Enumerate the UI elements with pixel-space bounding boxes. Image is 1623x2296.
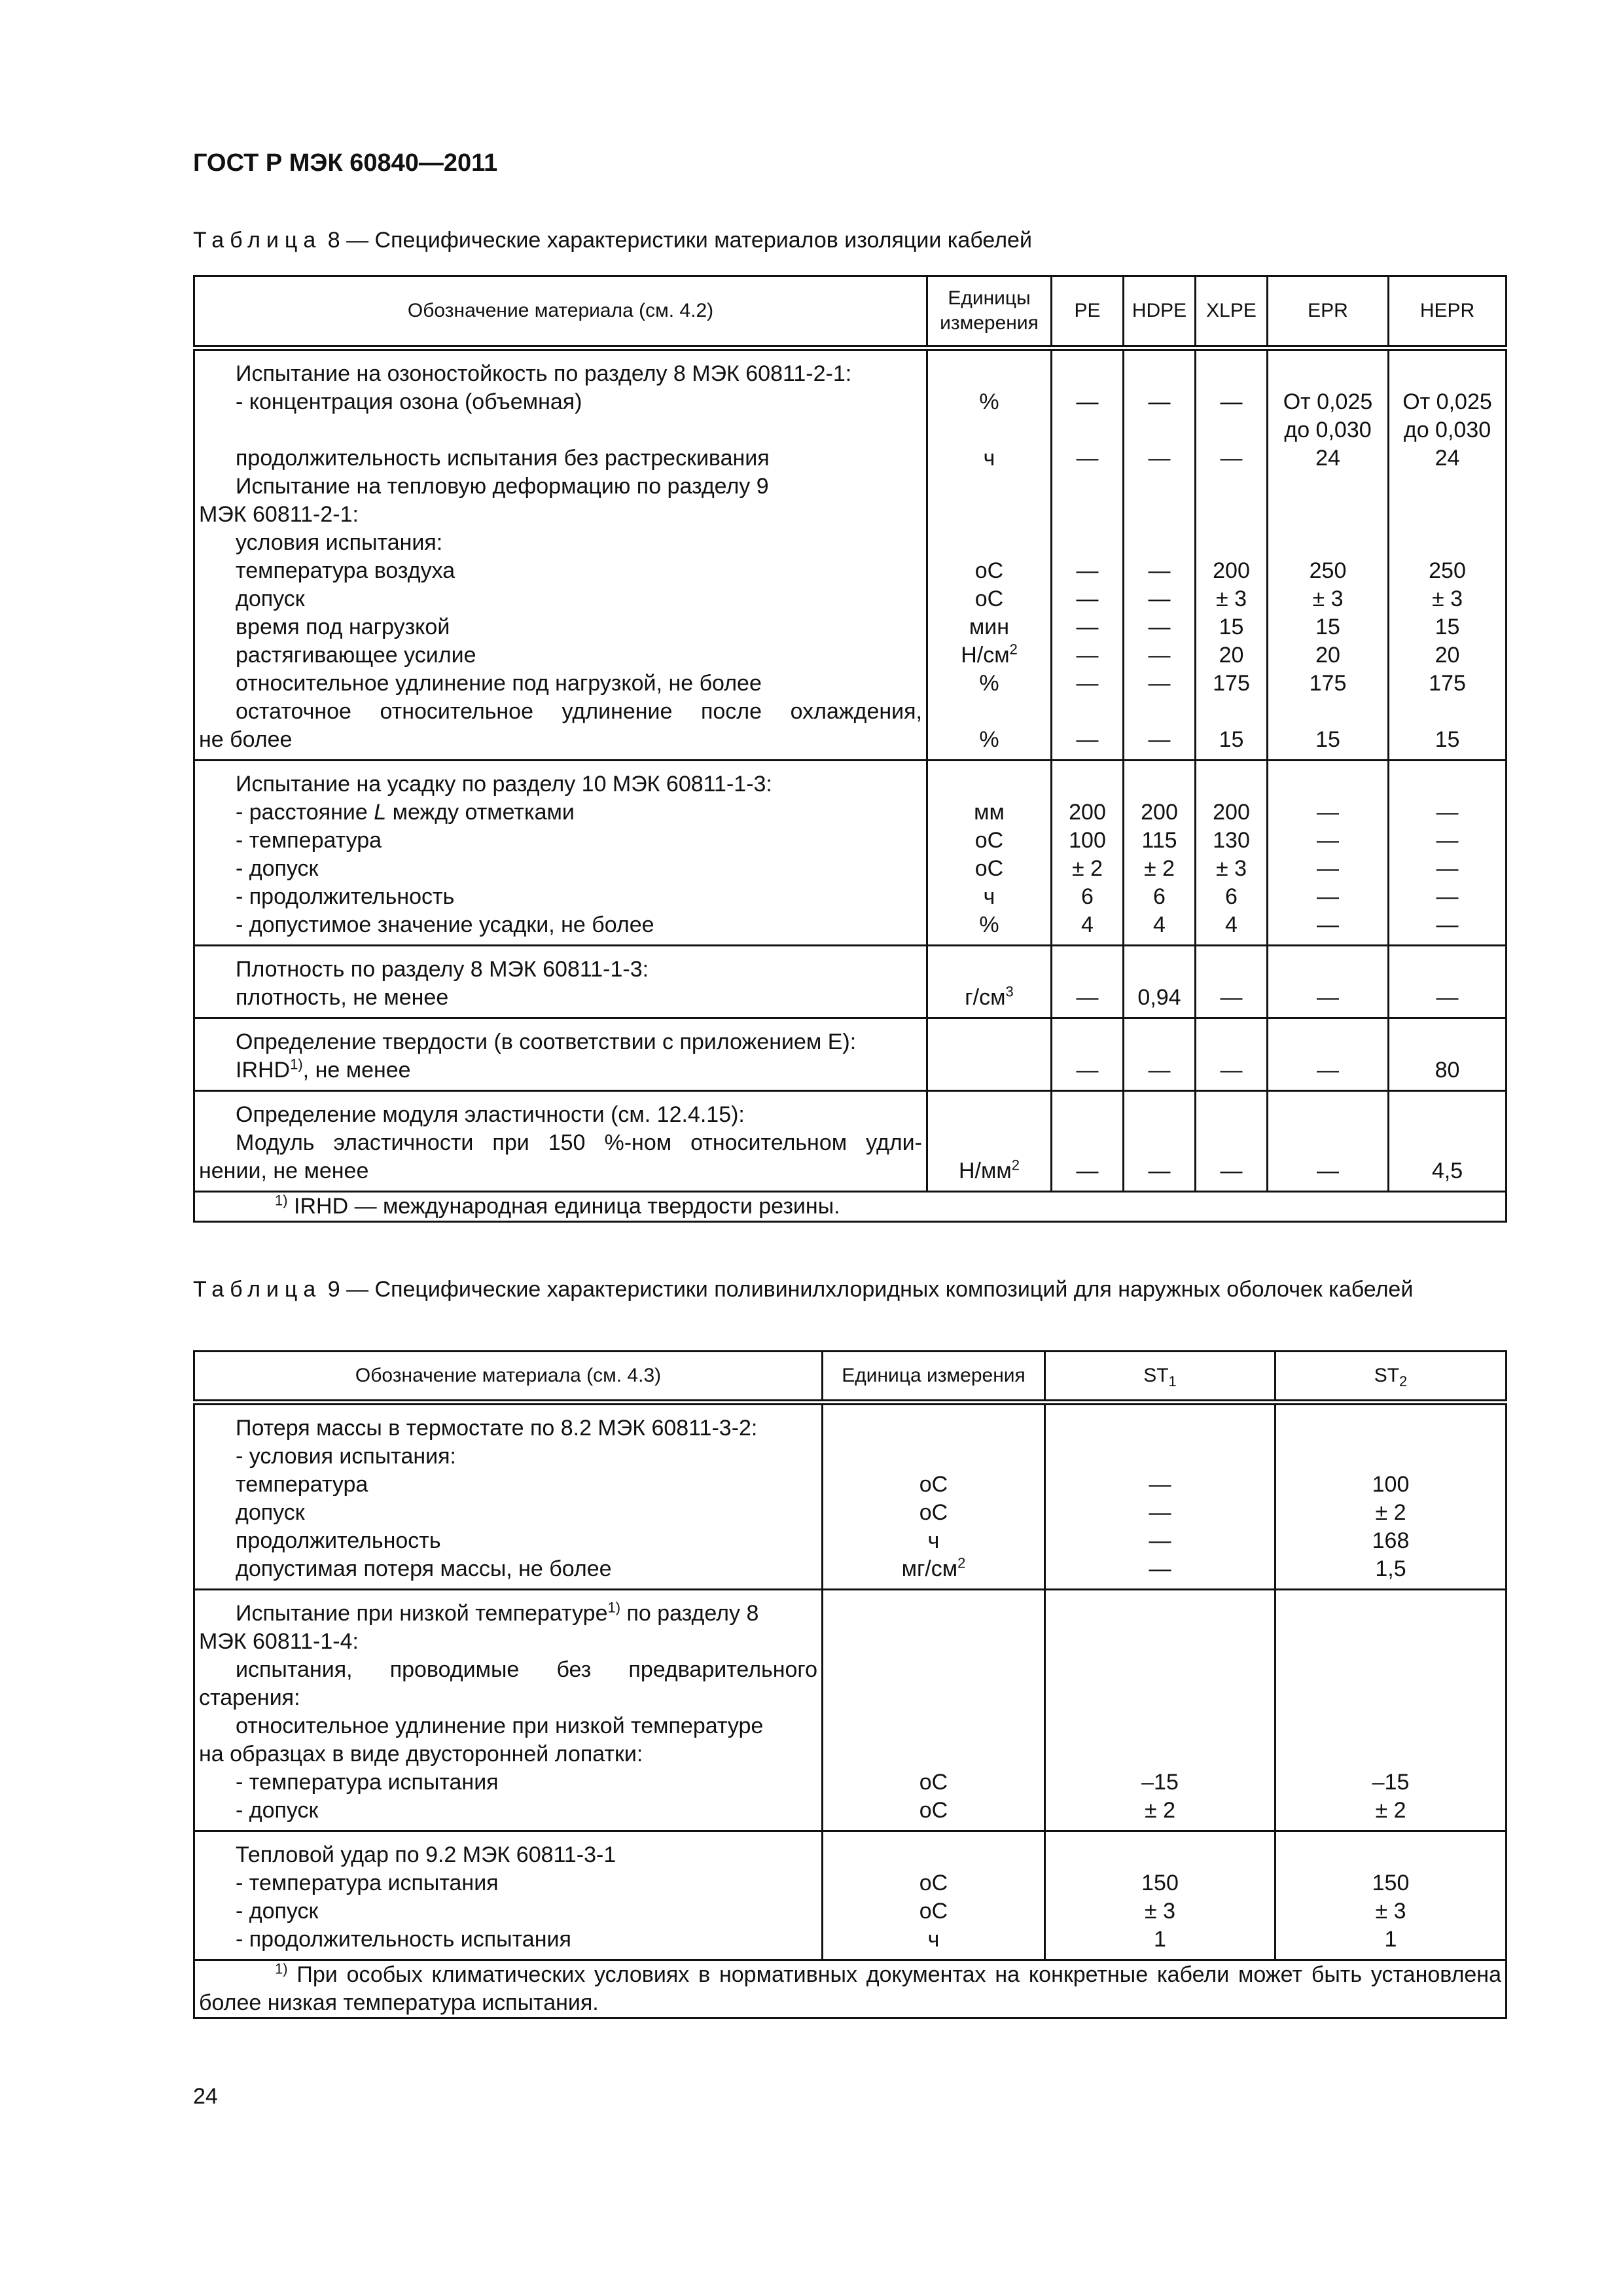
row-epr-values: — — — — — xyxy=(1268,761,1389,946)
row-xlpe-values: 200 130 ± 3 6 4 xyxy=(1196,761,1268,946)
row-xlpe-values: — xyxy=(1196,1018,1268,1091)
row-hdpe-values: — xyxy=(1124,1091,1196,1192)
row-st1-values: — — — — xyxy=(1045,1403,1275,1590)
row-units: $г/см^3$ xyxy=(927,946,1052,1018)
table8 xyxy=(193,275,1507,1223)
col-header-st2: $ST_2$ xyxy=(1275,1352,1507,1403)
table8-caption: Таблица 8 — Специфические характеристики материалов изоляции кабелей xyxy=(193,228,1032,253)
row-hepr-values: От 0,025 до 0,030 24 250 ± 3 15 20 175 15 xyxy=(1389,348,1507,761)
row-units: oC oC xyxy=(823,1590,1045,1831)
row-hepr-values: — xyxy=(1389,946,1507,1018)
row-description: Определение модуля эластичности (см. 12.4.15): Модуль эластичности при 150 %-ном относительном удли- нении, не менее xyxy=(194,1091,927,1192)
row-description: Определение твердости (в соответствии с приложением Е): IRHD$^{1)}$, не менее xyxy=(194,1018,927,1091)
row-hepr-values: — — — — — xyxy=(1389,761,1507,946)
row-st1-values: 150 ± 3 1 xyxy=(1045,1831,1275,1960)
table9-footnote: $^{1)}$ При особых климатических условиях в нормативных документах на конкретные кабели может быть установлена более низкая температура испытания. xyxy=(194,1960,1507,2018)
table-row-modulus xyxy=(194,1091,1507,1192)
table8-header-row xyxy=(194,276,1507,348)
row-description: Плотность по разделу 8 МЭК 60811-1-3: плотность, не менее xyxy=(194,946,927,1018)
table8-footnote: $^{1)}$ IRHD — международная единица твердости резины. xyxy=(194,1192,1507,1222)
row-pe-values: — — — — — — — — xyxy=(1052,348,1124,761)
row-xlpe-values: — — 200 ± 3 15 20 175 15 xyxy=(1196,348,1268,761)
col-header-units: Единица измерения xyxy=(823,1352,1045,1403)
row-units xyxy=(927,1018,1052,1091)
table9-footnote-row xyxy=(194,1960,1507,2018)
row-epr-values: От 0,025 до 0,030 24 250 ± 3 15 20 175 15 xyxy=(1268,348,1389,761)
table-row-shrinkage xyxy=(194,761,1507,946)
col-header-xlpe: XLPE xyxy=(1196,276,1268,348)
col-header-hdpe: HDPE xyxy=(1124,276,1196,348)
col-header-pe: PE xyxy=(1052,276,1124,348)
table-row-hardness xyxy=(194,1018,1507,1091)
row-xlpe-values: — xyxy=(1196,946,1268,1018)
page-number: 24 xyxy=(193,2084,218,2109)
row-epr-values: — xyxy=(1268,1018,1389,1091)
col-header-epr: EPR xyxy=(1268,276,1389,348)
row-epr-values: — xyxy=(1268,946,1389,1018)
row-hdpe-values: — xyxy=(1124,1018,1196,1091)
row-hdpe-values: 0,94 xyxy=(1124,946,1196,1018)
table-row-low-temperature xyxy=(194,1590,1507,1831)
row-pe-values: — xyxy=(1052,946,1124,1018)
row-st2-values: 100 ± 2 168 1,5 xyxy=(1275,1403,1507,1590)
row-hepr-values: 80 xyxy=(1389,1018,1507,1091)
table-row-ozone-heat xyxy=(194,348,1507,761)
row-units: $Н/мм^2$ xyxy=(927,1091,1052,1192)
row-units: % ч oC oC мин $Н/см^2$ % % xyxy=(927,348,1052,761)
row-description: Потеря массы в термостате по 8.2 МЭК 60811-3-2: - условия испытания: температура допуск продолжительность допустимая потеря массы, не более xyxy=(194,1403,823,1590)
row-st2-values: –15 ± 2 xyxy=(1275,1590,1507,1831)
row-hdpe-values: — — — — — — — — xyxy=(1124,348,1196,761)
row-st2-values: 150 ± 3 1 xyxy=(1275,1831,1507,1960)
row-hdpe-values: 200 115 ± 2 6 4 xyxy=(1124,761,1196,946)
row-pe-values: — xyxy=(1052,1091,1124,1192)
document-header: ГОСТ Р МЭК 60840—2011 xyxy=(193,149,498,177)
table-row-heat-shock xyxy=(194,1831,1507,1960)
col-header-material: Обозначение материала (см. 4.3) xyxy=(194,1352,823,1403)
table-row-mass-loss xyxy=(194,1403,1507,1590)
row-units: мм oC oC ч % xyxy=(927,761,1052,946)
row-st1-values: –15 ± 2 xyxy=(1045,1590,1275,1831)
row-description: Тепловой удар по 9.2 МЭК 60811-3-1 - температура испытания - допуск - продолжительность испытания xyxy=(194,1831,823,1960)
row-hepr-values: 4,5 xyxy=(1389,1091,1507,1192)
col-header-hepr: HEPR xyxy=(1389,276,1507,348)
table9-header-row xyxy=(194,1352,1507,1403)
row-units: oC oC ч $мг/см^2$ xyxy=(823,1403,1045,1590)
table9 xyxy=(193,1350,1507,2019)
row-epr-values: — xyxy=(1268,1091,1389,1192)
row-pe-values: 200 100 ± 2 6 4 xyxy=(1052,761,1124,946)
col-header-units: Единицы измерения xyxy=(927,276,1052,348)
row-description: Испытание на озоностойкость по разделу 8 МЭК 60811-2-1: - концентрация озона (объемная) продолжительность испытания без растрескивания Испытание на тепловую деформацию по разделу 9 МЭК 60811-2-1: условия испытания: температура воздуха допуск время под нагрузкой растягивающее усилие относительное удлинение под нагрузкой, не более остаточное относительное удлинение после охлаждения, не более xyxy=(194,348,927,761)
col-header-material: Обозначение материала (см. 4.2) xyxy=(194,276,927,348)
row-xlpe-values: — xyxy=(1196,1091,1268,1192)
col-header-st1: $ST_1$ xyxy=(1045,1352,1275,1403)
table-row-density xyxy=(194,946,1507,1018)
table8-footnote-row xyxy=(194,1192,1507,1222)
row-pe-values: — xyxy=(1052,1018,1124,1091)
row-description: Испытание на усадку по разделу 10 МЭК 60811-1-3: - расстояние L между отметками - температура - допуск - продолжительность - допустимое значение усадки, не более xyxy=(194,761,927,946)
row-units: oC oC ч xyxy=(823,1831,1045,1960)
row-description: Испытание при низкой температуре$^{1)}$ по разделу 8 МЭК 60811-1-4: испытания, проводимые без предварительного старения: относительное удлинение при низкой температуре на образцах в виде двусторонней лопатки: - температура испытания - допуск xyxy=(194,1590,823,1831)
table9-caption: Таблица 9 — Специфические характеристики поливинилхлоридных композиций для наружных оболочек кабелей xyxy=(193,1277,1414,1302)
